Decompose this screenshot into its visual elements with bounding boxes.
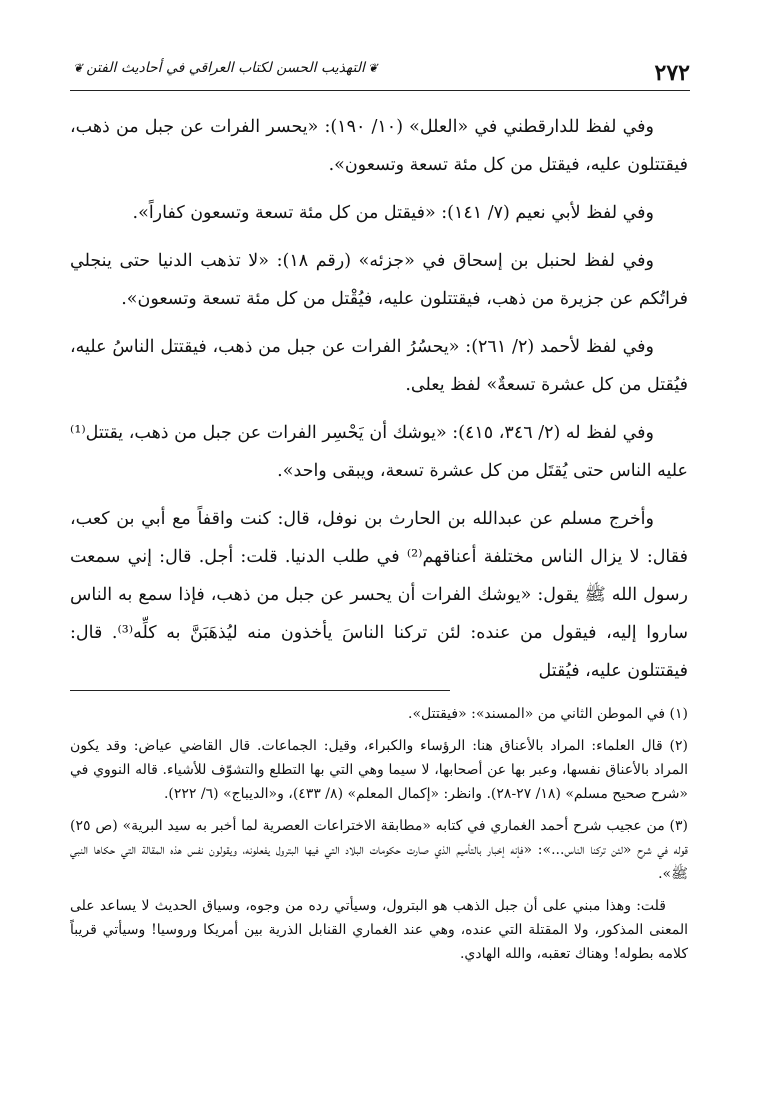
page-number: ٢٧٢: [654, 60, 690, 86]
running-head: [70, 60, 381, 76]
footnote-divider: [70, 690, 450, 691]
paragraph: وفي لفظ للدارقطني في «العلل» (١٠/ ١٩٠): «يحسر الفرات عن جبل من ذهب، فيقتتلون عليه، فيقتل من كل مئة تسعة وتسعون».: [70, 117, 688, 175]
paragraph: وفي لفظ لأحمد (٢/ ٢٦١): «يحسُرُ الفرات عن جبل من ذهب، فيقتتل الناسُ عليه، فيُقتل من كل عشرة تسعةٌ» لفظ يعلى.: [70, 337, 688, 395]
page-header: [70, 56, 690, 91]
footnote: (١) في الموطن الثاني من «المسند»: «فيقتتل».: [408, 706, 688, 722]
main-text: [70, 108, 688, 700]
paragraph: وأخرج مسلم عن عبدالله بن الحارث بن نوفل، قال: كنت واقفاً مع أبي بن كعب، فقال: لا يزال الناس مختلفة أعناقهم⁽²⁾ في طلب الدنيا. قلت: أجل. قال: إني سمعت رسول الله ﷺ يقول: «يوشك الفرات أن يحسر عن جبل من ذهب، فإذا سمع به الناس ساروا إليه، فيقول من عنده: لئن تركنا الناسَ يأخذون منه ليُذهَبَنَّ به كلِّه⁽³⁾. قال: فيقتتلون عليه، فيُقتل: [70, 509, 689, 681]
ornament-icon: ❦: [73, 61, 84, 75]
footnotes: [70, 702, 688, 974]
paragraph: وفي لفظ له (٢/ ٣٤٦، ٤١٥): «يوشك أن يَحْسِر الفرات عن جبل من ذهب، يقتتل⁽¹⁾ عليه الناس حتى يُقتَل من كل عشرة تسعة، ويبقى واحد».: [70, 423, 688, 481]
paragraph: وفي لفظ لأبي نعيم (٧/ ١٤١): «فيقتل من كل مئة تسعة وتسعون كفاراً».: [132, 203, 654, 223]
paragraph: وفي لفظ لحنبل بن إسحاق في «جزئه» (رقم ١٨): «لا تذهب الدنيا حتى ينجلي فراتُكم عن جزيرة من ذهب، فيقتتلون عليه، فيُقْتل من كل مئة تسعة وتسعون».: [70, 251, 688, 309]
footnote: (٢) قال العلماء: المراد بالأعناق هنا: الرؤساء والكبراء، وقيل: الجماعات. قال القاضي عياض: وقد يكون المراد بالأعناق نفسها، وعبر بها عن أصحابها، لا سيما وهي التي بها التطلع والتشوّف للأشياء. قاله النووي في «شرح صحيح مسلم» (١٨/ ٢٧-٢٨). وانظر: «إكمال المعلم» (٨/ ٤٣٣)، و«الديباج» (٦/ ٢٢٢).: [70, 738, 688, 802]
ornament-icon: ❦: [367, 61, 379, 75]
running-head-title: التهذيب الحسن لكتاب العراقي في أحاديث الفتن: [86, 60, 365, 76]
footnote: (٣) من عجيب شرح أحمد الغماري في كتابه «مطابقة الاختراعات العصرية لما أخبر به سيد البرية» (ص ٢٥) قوله في شرح «لئن تركنا الناس...»: «فإنه إخبار بالتأميم الذي صارت حكومات البلاد التي فيها البترول يفعلونه، ويقولون نفس هذه المقالة التي حكاها النبي ﷺ».: [70, 818, 688, 882]
footnote-comment: قلت: وهذا مبني على أن جبل الذهب هو البترول، وسيأتي رده من وجوه، وسياق الحديث لا يساعد على المعنى المذكور، ولا المقتلة التي عنده، وهي عند الغماري القنابل الذرية بين أمريكا وروسيا! وسيأتي قريباً كلامه بطوله! وهناك تعقبه، والله الهادي.: [70, 898, 688, 962]
